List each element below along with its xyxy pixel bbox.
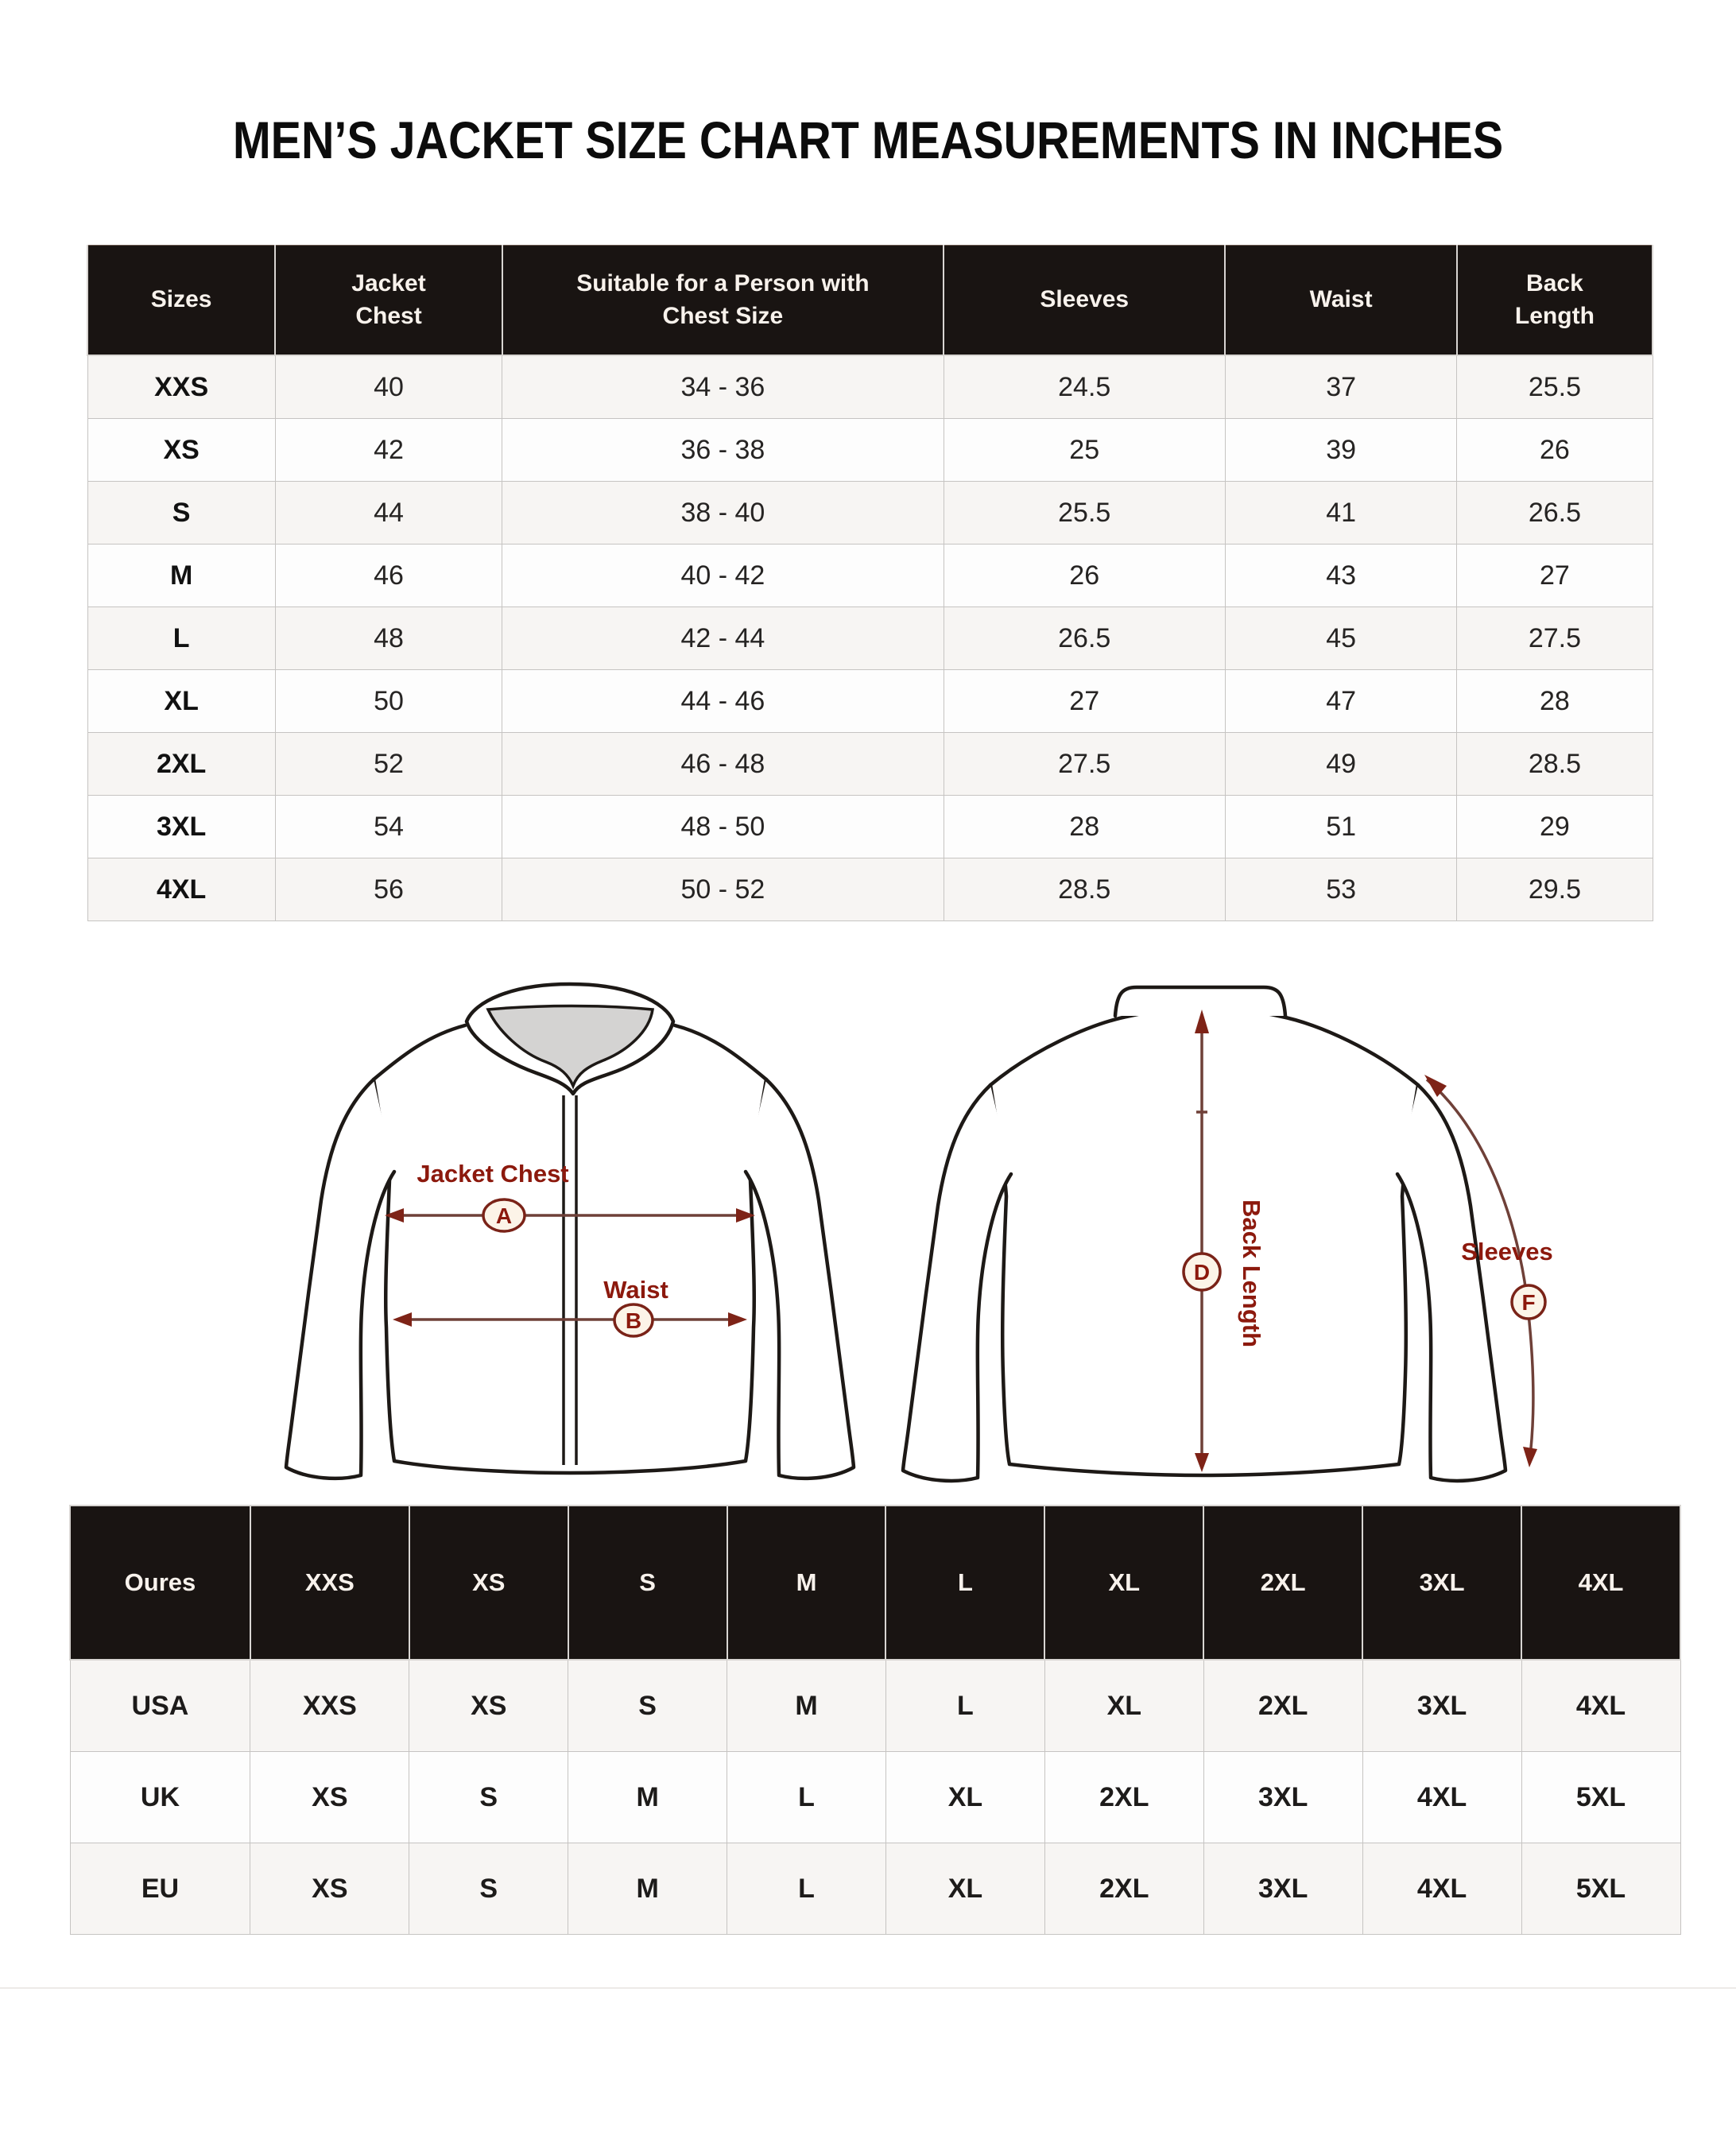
column-header: XS xyxy=(409,1506,568,1660)
value-cell: 46 xyxy=(275,545,502,607)
column-header: M xyxy=(727,1506,886,1660)
value-cell: 39 xyxy=(1225,419,1456,482)
value-cell: 3XL xyxy=(1203,1843,1362,1935)
value-cell: XS xyxy=(409,1660,568,1752)
front-right-sleeve xyxy=(746,1079,854,1478)
value-cell: S xyxy=(409,1752,568,1843)
row-header-cell: 2XL xyxy=(87,733,275,796)
column-header: S xyxy=(568,1506,727,1660)
value-cell: 56 xyxy=(275,858,502,921)
header-row xyxy=(70,1506,1680,1660)
back-collar xyxy=(1115,987,1285,1016)
table-row xyxy=(87,607,1653,670)
value-cell: 2XL xyxy=(1044,1752,1203,1843)
waist-label: Waist xyxy=(603,1276,668,1304)
header-row xyxy=(87,246,1653,356)
column-header: 2XL xyxy=(1203,1506,1362,1660)
column-header: XXS xyxy=(250,1506,409,1660)
conversion-table-body xyxy=(70,1660,1680,1935)
value-cell: L xyxy=(727,1843,886,1935)
value-cell: 29 xyxy=(1457,796,1653,858)
row-header-cell: EU xyxy=(70,1843,250,1935)
value-cell: XS xyxy=(250,1752,409,1843)
back-torso xyxy=(990,1009,1418,1475)
row-header-cell: L xyxy=(87,607,275,670)
table-row xyxy=(87,545,1653,607)
row-header-cell: S xyxy=(87,482,275,545)
value-cell: 38 - 40 xyxy=(502,482,944,545)
table-row xyxy=(87,482,1653,545)
value-cell: 41 xyxy=(1225,482,1456,545)
value-cell: 27.5 xyxy=(1457,607,1653,670)
value-cell: 27.5 xyxy=(944,733,1225,796)
chest-label: Jacket Chest xyxy=(417,1160,569,1188)
size-table-header xyxy=(87,246,1653,356)
row-header-cell: XXS xyxy=(87,355,275,419)
value-cell: 45 xyxy=(1225,607,1456,670)
value-cell: M xyxy=(727,1660,886,1752)
row-header-cell: M xyxy=(87,545,275,607)
value-cell: 27 xyxy=(1457,545,1653,607)
value-cell: 4XL xyxy=(1521,1660,1680,1752)
value-cell: 26 xyxy=(944,545,1225,607)
value-cell: 34 - 36 xyxy=(502,355,944,419)
value-cell: 37 xyxy=(1225,355,1456,419)
value-cell: L xyxy=(885,1660,1044,1752)
size-table-body xyxy=(87,355,1653,921)
value-cell: 24.5 xyxy=(944,355,1225,419)
column-header: Sizes xyxy=(87,246,275,356)
column-header: Sleeves xyxy=(944,246,1225,356)
value-cell: 48 xyxy=(275,607,502,670)
value-cell: 25.5 xyxy=(944,482,1225,545)
value-cell: 5XL xyxy=(1521,1752,1680,1843)
value-cell: 40 - 42 xyxy=(502,545,944,607)
value-cell: XL xyxy=(885,1843,1044,1935)
value-cell: 2XL xyxy=(1203,1660,1362,1752)
value-cell: 54 xyxy=(275,796,502,858)
chest-letter: A xyxy=(495,1203,513,1228)
value-cell: 44 - 46 xyxy=(502,670,944,733)
value-cell: 3XL xyxy=(1203,1752,1362,1843)
value-cell: 2XL xyxy=(1044,1843,1203,1935)
page-bottom-divider xyxy=(0,1987,1736,1989)
value-cell: 52 xyxy=(275,733,502,796)
column-header: 4XL xyxy=(1521,1506,1680,1660)
back-length-label: Back Length xyxy=(1238,1199,1265,1348)
value-cell: 4XL xyxy=(1362,1843,1521,1935)
value-cell: 42 xyxy=(275,419,502,482)
value-cell: XL xyxy=(885,1752,1044,1843)
column-header: Suitable for a Person with Chest Size xyxy=(502,246,944,356)
value-cell: 28.5 xyxy=(944,858,1225,921)
value-cell: 47 xyxy=(1225,670,1456,733)
row-header-cell: USA xyxy=(70,1660,250,1752)
value-cell: 26 xyxy=(1457,419,1653,482)
table-row xyxy=(87,858,1653,921)
row-header-cell: XS xyxy=(87,419,275,482)
waist-letter: B xyxy=(625,1308,642,1333)
size-conversion-table xyxy=(69,1505,1681,1935)
page-title: MEN’S JACKET SIZE CHART MEASUREMENTS IN INCHES xyxy=(232,110,1504,169)
value-cell: L xyxy=(727,1752,886,1843)
table-row xyxy=(87,355,1653,419)
value-cell: 26.5 xyxy=(944,607,1225,670)
column-header: Jacket Chest xyxy=(275,246,502,356)
conversion-table-header xyxy=(70,1506,1680,1660)
value-cell: 44 xyxy=(275,482,502,545)
value-cell: 36 - 38 xyxy=(502,419,944,482)
sleeves-label: Sleeves xyxy=(1461,1238,1553,1265)
column-header: Waist xyxy=(1225,246,1456,356)
value-cell: 26.5 xyxy=(1457,482,1653,545)
column-header: Oures xyxy=(70,1506,250,1660)
size-measurement-table xyxy=(87,245,1653,921)
value-cell: S xyxy=(568,1660,727,1752)
value-cell: 25 xyxy=(944,419,1225,482)
value-cell: 48 - 50 xyxy=(502,796,944,858)
value-cell: XL xyxy=(1044,1660,1203,1752)
table-row xyxy=(70,1843,1680,1935)
value-cell: 3XL xyxy=(1362,1660,1521,1752)
front-left-sleeve xyxy=(286,1079,394,1478)
table-row xyxy=(87,419,1653,482)
front-jacket-illustration xyxy=(286,984,854,1478)
column-header: Back Length xyxy=(1457,246,1653,356)
value-cell: 50 - 52 xyxy=(502,858,944,921)
value-cell: 50 xyxy=(275,670,502,733)
arrow-down-icon xyxy=(1523,1447,1537,1467)
value-cell: 42 - 44 xyxy=(502,607,944,670)
table-row xyxy=(87,670,1653,733)
back-length-letter: D xyxy=(1193,1260,1211,1285)
table-row xyxy=(87,733,1653,796)
back-right-sleeve xyxy=(1397,1085,1505,1481)
jacket-measurement-diagram xyxy=(111,938,1622,1502)
value-cell: 4XL xyxy=(1362,1752,1521,1843)
row-header-cell: XL xyxy=(87,670,275,733)
row-header-cell: 3XL xyxy=(87,796,275,858)
column-header: L xyxy=(885,1506,1044,1660)
value-cell: 5XL xyxy=(1521,1843,1680,1935)
value-cell: 28.5 xyxy=(1457,733,1653,796)
value-cell: 43 xyxy=(1225,545,1456,607)
value-cell: 29.5 xyxy=(1457,858,1653,921)
value-cell: XXS xyxy=(250,1660,409,1752)
row-header-cell: 4XL xyxy=(87,858,275,921)
sleeves-letter: F xyxy=(1521,1290,1536,1315)
table-row xyxy=(70,1752,1680,1843)
table-row xyxy=(87,796,1653,858)
value-cell: 27 xyxy=(944,670,1225,733)
value-cell: 53 xyxy=(1225,858,1456,921)
value-cell: 28 xyxy=(944,796,1225,858)
back-left-sleeve xyxy=(903,1085,1011,1481)
value-cell: XS xyxy=(250,1843,409,1935)
value-cell: S xyxy=(409,1843,568,1935)
value-cell: 28 xyxy=(1457,670,1653,733)
row-header-cell: UK xyxy=(70,1752,250,1843)
value-cell: 25.5 xyxy=(1457,355,1653,419)
table-row xyxy=(70,1660,1680,1752)
back-jacket-illustration xyxy=(903,987,1505,1481)
value-cell: 46 - 48 xyxy=(502,733,944,796)
column-header: 3XL xyxy=(1362,1506,1521,1660)
value-cell: 40 xyxy=(275,355,502,419)
value-cell: M xyxy=(568,1843,727,1935)
value-cell: M xyxy=(568,1752,727,1843)
column-header: XL xyxy=(1044,1506,1203,1660)
value-cell: 51 xyxy=(1225,796,1456,858)
value-cell: 49 xyxy=(1225,733,1456,796)
